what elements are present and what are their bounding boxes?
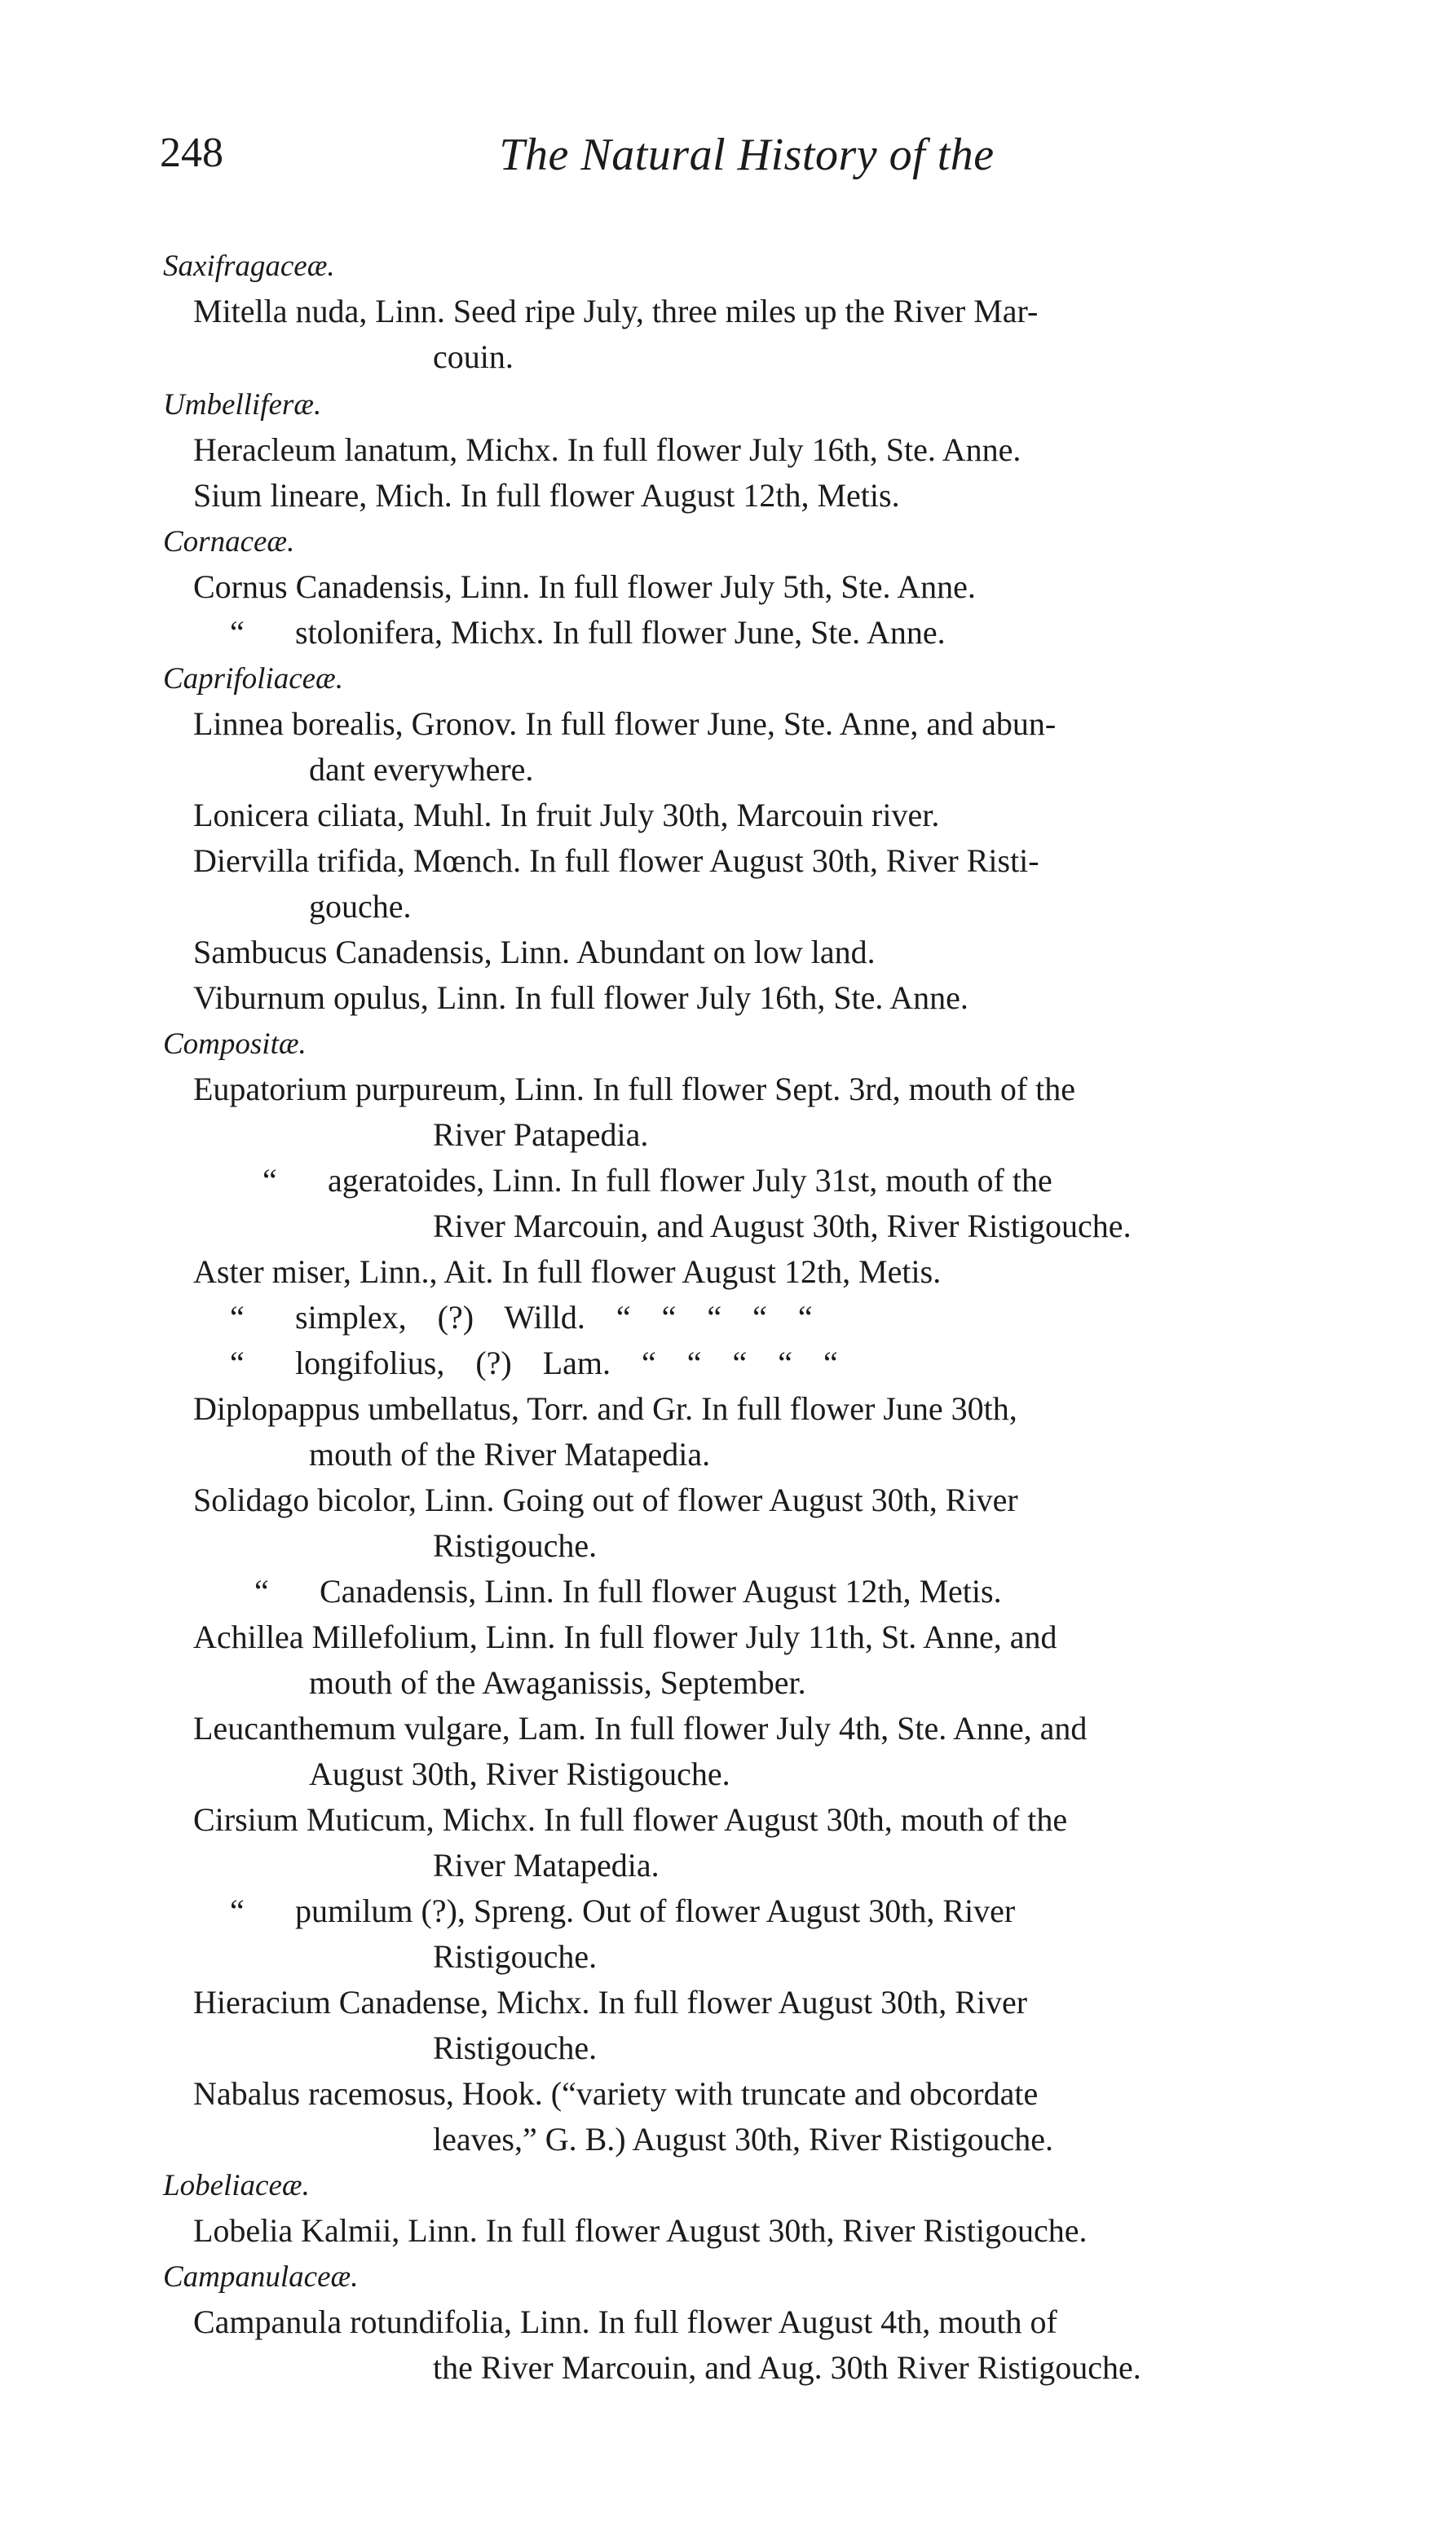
family-heading: Compositæ. [163, 1027, 307, 1061]
entry-text: Mitella nuda, Linn. Seed ripe July, three miles up the River Mar- [193, 293, 1039, 329]
entry-text: longifolius, (?) Lam. “ “ “ “ “ [295, 1345, 838, 1381]
page-number: 248 [160, 130, 223, 176]
page-header [160, 129, 1334, 202]
list-entry [193, 2299, 1325, 2391]
list-entry [193, 1249, 1325, 1295]
entry-continuation: dant everywhere. [309, 751, 534, 788]
list-entry [193, 930, 1325, 975]
entry-text: Sium lineare, Mich. In full flower August 12th, Metis. [193, 477, 900, 514]
ditto-mark: “ [230, 1299, 245, 1336]
entry-text: simplex, (?) Willd. “ “ “ “ “ [295, 1299, 813, 1336]
ditto-mark: “ [263, 1162, 277, 1199]
family-heading: Umbelliferæ. [163, 388, 322, 422]
list-entry [193, 473, 1325, 519]
list-entry [193, 838, 1325, 930]
entry-text: Cirsium Muticum, Michx. In full flower August 30th, mouth of the [193, 1801, 1068, 1838]
entry-text: Sambucus Canadensis, Linn. Abundant on low land. [193, 934, 876, 970]
family-heading: Campanulaceæ. [163, 2260, 359, 2294]
family-heading: Caprifoliaceæ. [163, 662, 343, 696]
entry-text: Heracleum lanatum, Michx. In full flower July 16th, Ste. Anne. [193, 431, 1021, 468]
entry-continuation: the River Marcouin, and Aug. 30th River Ristigouche. [433, 2349, 1141, 2386]
ditto-mark: “ [230, 614, 245, 651]
entry-text: Solidago bicolor, Linn. Going out of flower August 30th, River [193, 1482, 1018, 1518]
list-entry [193, 1797, 1325, 1888]
list-entry [193, 975, 1325, 1021]
list-entry [193, 1067, 1325, 1158]
entry-text: Lobelia Kalmii, Linn. In full flower August 30th, River Ristigouche. [193, 2212, 1088, 2249]
entry-continuation: mouth of the Awaganissis, September. [309, 1664, 806, 1701]
running-head: The Natural History of the [499, 130, 995, 180]
entry-continuation: leaves,” G. B.) August 30th, River Ristigouche. [433, 2121, 1054, 2158]
entry-text: Diervilla trifida, Mœnch. In full flower August 30th, River Risti- [193, 842, 1039, 879]
entry-text: Eupatorium purpureum, Linn. In full flower Sept. 3rd, mouth of the [193, 1071, 1076, 1107]
entry-text: Lonicera ciliata, Muhl. In fruit July 30th, Marcouin river. [193, 797, 940, 833]
list-entry [193, 1295, 1325, 1341]
ditto-mark: “ [254, 1573, 269, 1610]
list-entry [193, 289, 1325, 380]
list-entry [193, 564, 1325, 610]
list-entry [193, 2071, 1325, 2162]
list-entry [193, 1706, 1325, 1797]
list-entry [193, 1888, 1325, 1980]
entry-text: Campanula rotundifolia, Linn. In full flower August 4th, mouth of [193, 2303, 1057, 2340]
entry-continuation: gouche. [309, 888, 412, 925]
entry-text: Cornus Canadensis, Linn. In full flower July 5th, Ste. Anne. [193, 568, 976, 605]
entry-text: Nabalus racemosus, Hook. (“variety with truncate and obcordate [193, 2075, 1039, 2112]
list-entry [193, 1477, 1325, 1569]
family-heading: Lobeliaceæ. [163, 2169, 310, 2202]
list-entry [193, 1569, 1325, 1614]
entry-text: Diplopappus umbellatus, Torr. and Gr. In full flower June 30th, [193, 1390, 1017, 1427]
list-entry [193, 1341, 1325, 1386]
list-entry [193, 1386, 1325, 1477]
entry-text: Hieracium Canadense, Michx. In full flower August 30th, River [193, 1984, 1028, 2021]
list-entry [193, 1614, 1325, 1706]
list-entry [193, 1980, 1325, 2071]
entry-continuation: River Marcouin, and August 30th, River Ristigouche. [433, 1208, 1132, 1244]
family-heading: Cornaceæ. [163, 525, 295, 559]
family-heading: Saxifragaceæ. [163, 250, 335, 283]
list-entry [193, 793, 1325, 838]
entry-continuation: August 30th, River Ristigouche. [309, 1756, 730, 1792]
list-entry [193, 610, 1325, 656]
entry-text: Leucanthemum vulgare, Lam. In full flower July 4th, Ste. Anne, and [193, 1710, 1088, 1747]
entry-text: Canadensis, Linn. In full flower August 12th, Metis. [320, 1573, 1002, 1610]
entry-text: Viburnum opulus, Linn. In full flower July 16th, Ste. Anne. [193, 979, 968, 1016]
entry-continuation: Ristigouche. [433, 2030, 598, 2066]
entry-continuation: mouth of the River Matapedia. [309, 1436, 711, 1473]
entry-text: Aster miser, Linn., Ait. In full flower August 12th, Metis. [193, 1253, 942, 1290]
list-entry [193, 701, 1325, 793]
entry-text: stolonifera, Michx. In full flower June, Ste. Anne. [295, 614, 946, 651]
list-entry [193, 427, 1325, 473]
entry-continuation: River Patapedia. [433, 1116, 649, 1153]
ditto-mark: “ [230, 1893, 245, 1929]
entry-text: Achillea Millefolium, Linn. In full flower July 11th, St. Anne, and [193, 1619, 1057, 1655]
entry-continuation: couin. [433, 338, 514, 375]
list-entry [193, 2208, 1325, 2254]
entry-continuation: Ristigouche. [433, 1527, 598, 1564]
entry-continuation: River Matapedia. [433, 1847, 660, 1884]
entry-text: Linnea borealis, Gronov. In full flower June, Ste. Anne, and abun- [193, 705, 1057, 742]
entry-text: pumilum (?), Spreng. Out of flower August 30th, River [295, 1893, 1016, 1929]
list-entry [193, 1158, 1325, 1249]
entry-continuation: Ristigouche. [433, 1938, 598, 1975]
entry-text: ageratoides, Linn. In full flower July 31st, mouth of the [328, 1162, 1052, 1199]
ditto-mark: “ [230, 1345, 245, 1381]
